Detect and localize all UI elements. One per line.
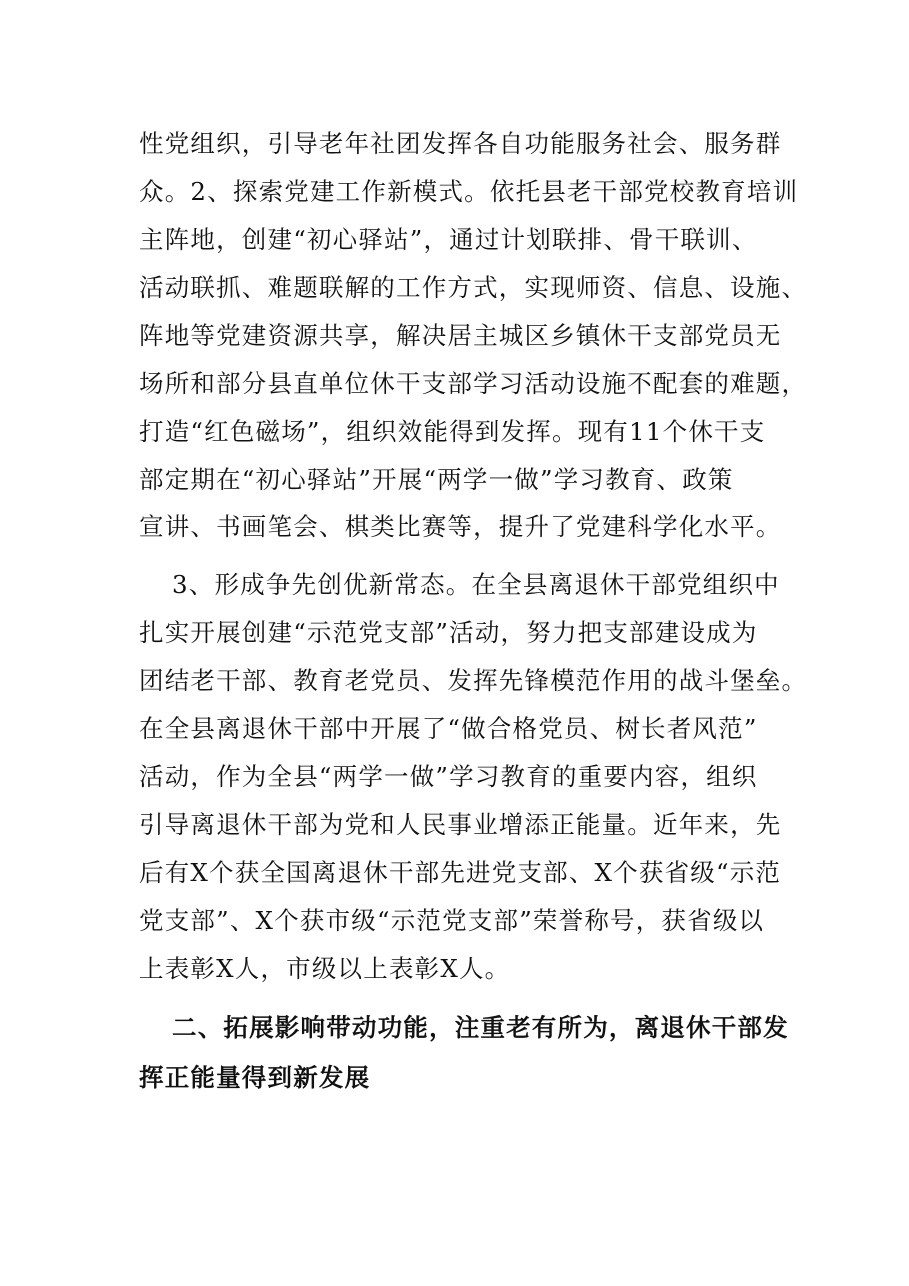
section-heading-line-2: 挥正能量得到新发展 — [139, 1063, 371, 1092]
paragraph-1-line-9: 宣讲、书画笔会、棋类比赛等，提升了党建科学化水平。 — [139, 512, 782, 541]
paragraph-2-line-1: 3、形成争先创优新常态。在全县离退休干部党组织中 — [172, 570, 780, 599]
paragraph-1-line-3: 主阵地，创建“初心驿站”，通过计划联排、骨干联训、 — [139, 225, 758, 254]
paragraph-1-line-8: 部定期在“初心驿站”开展“两学一做”学习教育、政策 — [139, 465, 734, 494]
paragraph-2-line-4: 在全县离退休干部中开展了“做合格党员、树长者风范” — [139, 714, 758, 743]
paragraph-1-line-2: 众。2、探索党建工作新模式。依托县老干部党校教育培训 — [139, 177, 799, 206]
paragraph-1-line-1: 性党组织，引导老年社团发挥各自功能服务社会、服务群 — [139, 129, 782, 158]
paragraph-2-line-2: 扎实开展创建“示范党支部”活动，努力把支部建设成为 — [139, 618, 758, 647]
paragraph-2-line-7: 后有X个获全国离退休干部先进党支部、X个获省级“示范 — [139, 858, 782, 887]
paragraph-1-line-4: 活动联抓、难题联解的工作方式，实现师资、信息、设施、 — [139, 273, 808, 302]
paragraph-2-line-5: 活动，作为全县“两学一做”学习教育的重要内容，组织 — [139, 762, 758, 791]
section-heading-line-1: 二、拓展影响带动功能，注重老有所为，离退休干部发 — [172, 1013, 789, 1042]
paragraph-2-line-9: 上表彰X人，市级以上表彰X人。 — [139, 954, 511, 983]
paragraph-2-line-8: 党支部”、X个获市级“示范党支部”荣誉称号，获省级以 — [139, 906, 765, 935]
paragraph-1-line-5: 阵地等党建资源共享，解决居主城区乡镇休干支部党员无 — [139, 321, 782, 350]
paragraph-1-line-6: 场所和部分县直单位休干支部学习活动设施不配套的难题， — [139, 369, 808, 398]
paragraph-2-line-3: 团结老干部、教育老党员、发挥先锋模范作用的战斗堡垒。 — [139, 666, 808, 695]
paragraph-2-line-6: 引导离退休干部为党和人民事业增添正能量。近年来，先 — [139, 810, 782, 839]
paragraph-1-line-7: 打造“红色磁场”，组织效能得到发挥。现有11个休干支 — [139, 417, 766, 446]
